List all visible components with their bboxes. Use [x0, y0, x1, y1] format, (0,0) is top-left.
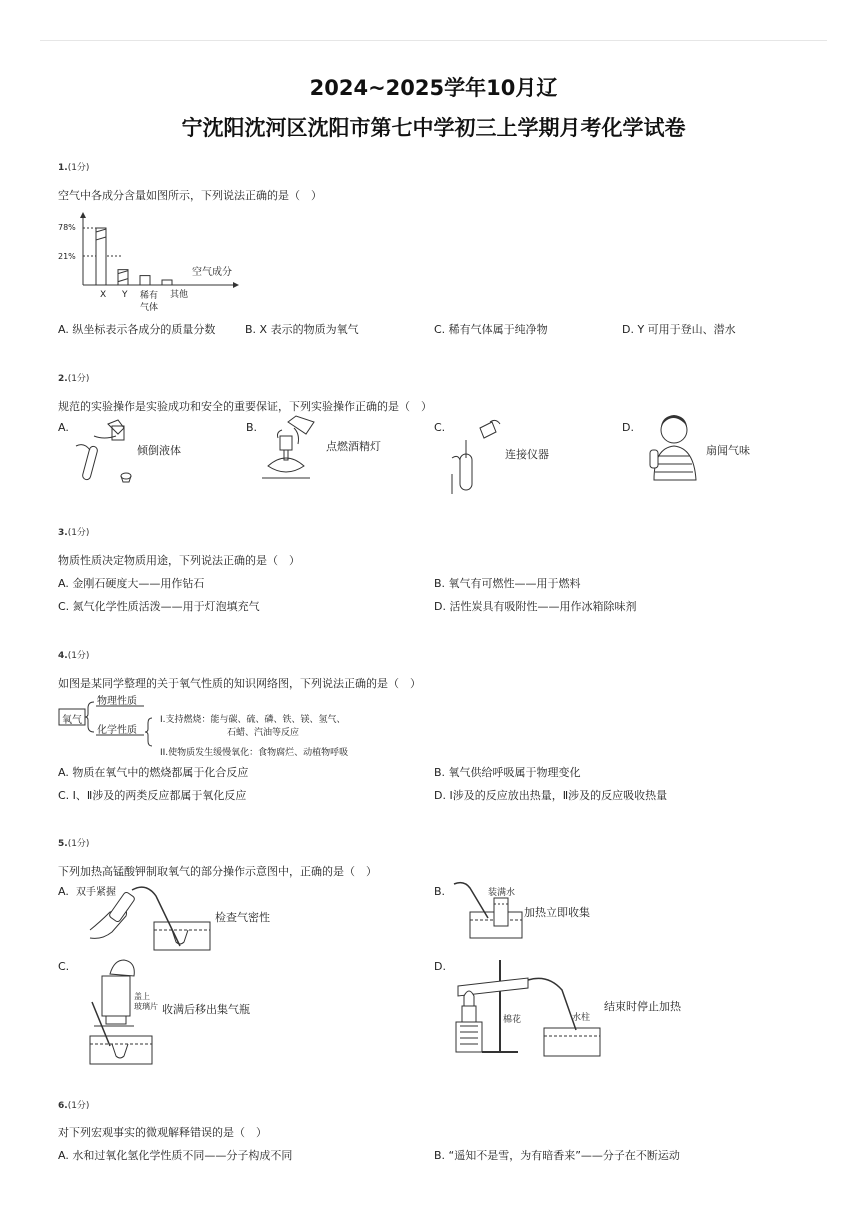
bar-2 — [140, 276, 150, 285]
option-d[interactable]: D. — [434, 960, 446, 973]
smell-gas-illustration — [640, 414, 708, 484]
label-glass-plate: 玻璃片 — [134, 1002, 158, 1011]
top-divider — [40, 40, 827, 41]
option-a[interactable]: A. 水和过氧化氢化学性质不同——分子构成不同 — [58, 1149, 293, 1162]
diagram-item-i-cont: 石蜡、汽油等反应 — [227, 728, 300, 738]
page-subtitle: 宁沈阳沈河区沈阳市第七中学初三上学期月考化学试卷 — [181, 116, 686, 140]
page-title: 2024~2025学年10月辽 — [309, 76, 558, 100]
diagram-item-ii: II.使物质发生缓慢氧化：食物腐烂、动植物呼吸 — [160, 748, 349, 758]
option-c[interactable]: C. — [434, 421, 446, 434]
diagram-item-i: I.支持燃烧：能与碳、硫、磷、铁、镁、氢气、 — [160, 715, 346, 725]
diagram-root: 氧气 — [62, 715, 82, 726]
option-c[interactable]: C. — [58, 960, 70, 973]
label-cover: 盖上 — [134, 992, 150, 1001]
connect-apparatus-illustration — [448, 414, 508, 496]
caption-a: 倾倒液体 — [137, 444, 181, 457]
option-b[interactable]: B. 氧气供给呼吸属于物理变化 — [434, 766, 581, 779]
option-a[interactable]: A. 纵坐标表示各成分的质量分数 — [58, 323, 216, 336]
option-b[interactable]: B. “遥知不是雪，为有暗香来”——分子在不断运动 — [434, 1149, 680, 1162]
pour-liquid-illustration — [68, 418, 148, 488]
xtick-y: Y — [122, 290, 128, 300]
option-c[interactable]: C. 氮气化学性质活泼——用于灯泡填充气 — [58, 600, 260, 613]
caption-c: 收满后移出集气瓶 — [162, 1003, 250, 1016]
option-b[interactable]: B. — [246, 421, 258, 434]
option-d[interactable]: D. — [622, 421, 634, 434]
xtick-x: X — [100, 290, 107, 300]
option-c[interactable]: C. Ⅰ、Ⅱ涉及的两类反应都属于氧化反应 — [58, 789, 247, 802]
question-number: 3.(1分) — [58, 528, 90, 538]
ytick-21: 21% — [58, 252, 76, 261]
question-number: 4.(1分) — [58, 651, 90, 661]
option-a[interactable]: A. — [58, 885, 69, 898]
option-b[interactable]: B. — [434, 885, 446, 898]
alcohol-lamp-illustration — [258, 414, 328, 486]
question-stem: 物质性质决定物质用途，下列说法正确的是（ ） — [58, 554, 300, 567]
label-full-water: 装满水 — [488, 888, 516, 898]
ytick-78: 78% — [58, 223, 76, 232]
question-number: 1.(1分) — [58, 163, 90, 173]
remove-bottle-illustration — [88, 958, 168, 1066]
caption-b: 加热立即收集 — [524, 906, 590, 919]
option-a[interactable]: A. — [58, 421, 69, 434]
caption-d: 扇闻气味 — [706, 444, 750, 457]
question-stem: 空气中各成分含量如图所示，下列说法正确的是（ ） — [58, 189, 322, 202]
question-stem: 规范的实验操作是实验成功和安全的重要保证，下列实验操作正确的是（ ） — [58, 400, 432, 413]
bar-3 — [162, 280, 172, 285]
x-axis-label: 空气成分 — [192, 267, 232, 278]
air-composition-chart — [58, 212, 248, 320]
label-cotton: 棉花 — [503, 1015, 522, 1025]
question-number: 5.(1分) — [58, 839, 90, 849]
xtick-other: 其他 — [170, 290, 189, 300]
caption-c: 连接仪器 — [505, 448, 549, 461]
label-water-column: 水柱 — [572, 1013, 591, 1023]
xtick-rare-1: 稀有 — [140, 291, 159, 301]
option-d[interactable]: D. 活性炭具有吸附性——用作冰箱除味剂 — [434, 600, 637, 613]
diagram-chemical: 化学性质 — [97, 725, 137, 736]
option-c[interactable]: C. 稀有气体属于纯净物 — [434, 323, 548, 336]
option-d[interactable]: D. Y 可用于登山、潜水 — [622, 323, 736, 336]
option-a[interactable]: A. 物质在氧气中的燃烧都属于化合反应 — [58, 766, 249, 779]
question-stem: 对下列宏观事实的微观解释错误的是（ ） — [58, 1126, 267, 1139]
option-b[interactable]: B. 氧气有可燃性——用于燃料 — [434, 577, 581, 590]
caption-b: 点燃酒精灯 — [326, 440, 381, 453]
question-stem: 如图是某同学整理的关于氧气性质的知识网络图，下列说法正确的是（ ） — [58, 677, 421, 690]
option-d[interactable]: D. Ⅰ涉及的反应放出热量，Ⅱ涉及的反应吸收热量 — [434, 789, 668, 802]
option-a[interactable]: A. 金刚石硬度大——用作钻石 — [58, 577, 205, 590]
caption-d: 结束时停止加热 — [604, 1000, 681, 1013]
question-number: 2.(1分) — [58, 374, 90, 384]
diagram-physical: 物理性质 — [97, 696, 137, 707]
option-b[interactable]: B. X 表示的物质为氧气 — [245, 323, 359, 336]
xtick-rare-2: 气体 — [140, 303, 159, 313]
caption-a: 检查气密性 — [215, 911, 270, 924]
question-number: 6.(1分) — [58, 1101, 90, 1111]
stop-heating-illustration — [452, 956, 602, 1060]
question-stem: 下列加热高锰酸钾制取氧气的部分操作示意图中，正确的是（ ） — [58, 865, 377, 878]
label-hands: 双手紧握 — [76, 883, 116, 898]
